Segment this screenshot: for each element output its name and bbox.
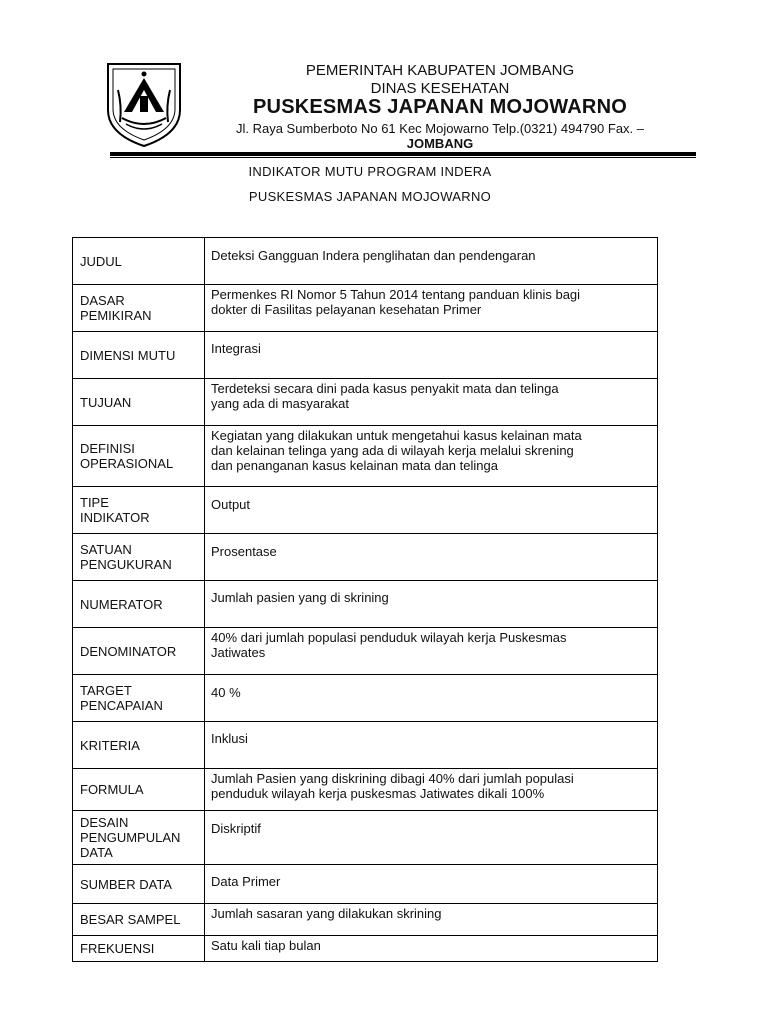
row-label <box>73 675 205 722</box>
row-label-line: TARGET <box>80 683 132 698</box>
table-row <box>73 487 658 534</box>
row-value-line: 40 % <box>211 685 241 700</box>
row-label <box>73 285 205 332</box>
row-label <box>73 811 205 865</box>
row-label <box>73 332 205 379</box>
row-label <box>73 238 205 285</box>
row-label-line: INDIKATOR <box>80 510 150 525</box>
row-value <box>205 904 658 936</box>
row-label-line: PENGUMPULAN <box>80 830 181 845</box>
table-row <box>73 904 658 936</box>
table-row <box>73 936 658 962</box>
row-label-line: NUMERATOR <box>80 596 163 612</box>
row-label <box>73 722 205 769</box>
row-value-line: Jumlah Pasien yang diskrining dibagi 40% dari jumlah populasi <box>211 771 574 786</box>
row-value <box>205 534 658 581</box>
row-value <box>205 769 658 811</box>
document-subtitle: PUSKESMAS JAPANAN MOJOWARNO <box>248 189 492 204</box>
row-value <box>205 487 658 534</box>
row-label-line: PENGUKURAN <box>80 557 172 572</box>
row-value-line: yang ada di masyarakat <box>211 396 350 411</box>
row-label-line: DASAR <box>80 293 125 308</box>
row-value <box>205 238 658 285</box>
table-row <box>73 581 658 628</box>
row-value <box>205 426 658 487</box>
table-row <box>73 628 658 675</box>
row-value-line: dan penanganan kasus kelainan mata dan telinga <box>211 458 498 473</box>
row-label <box>73 936 205 962</box>
table-row <box>73 722 658 769</box>
table-row <box>73 238 658 285</box>
row-value <box>205 332 658 379</box>
row-label-line: FREKUENSI <box>80 941 155 956</box>
row-value <box>205 285 658 332</box>
table-row <box>73 675 658 722</box>
row-value <box>205 628 658 675</box>
table-row <box>73 426 658 487</box>
header-government: PEMERINTAH KABUPATEN JOMBANG <box>305 62 575 79</box>
row-label-line: DENOMINATOR <box>80 643 177 659</box>
row-label-line: PEMIKIRAN <box>80 308 152 323</box>
row-value-line: Kegiatan yang dilakukan untuk mengetahui kasus kelainan mata <box>211 428 582 443</box>
row-label-line: SATUAN <box>80 542 132 557</box>
table-row <box>73 332 658 379</box>
jombang-emblem-logo <box>104 60 184 148</box>
row-label-line: TUJUAN <box>80 394 132 410</box>
row-label-line: KRITERIA <box>80 737 140 753</box>
row-label-line: FORMULA <box>80 782 144 797</box>
row-value-line: Inklusi <box>211 731 248 746</box>
table-row <box>73 865 658 904</box>
row-value-line: 40% dari jumlah populasi penduduk wilayah kerja Puskesmas <box>211 630 567 645</box>
header-address: Jl. Raya Sumberboto No 61 Kec Mojowarno Telp.(0321) 494790 Fax. – <box>235 121 645 136</box>
document-title: INDIKATOR MUTU PROGRAM INDERA <box>248 164 492 179</box>
row-label <box>73 865 205 904</box>
row-label <box>73 581 205 628</box>
header-divider-thick <box>110 152 696 156</box>
row-value-line: Jumlah sasaran yang dilakukan skrining <box>211 906 442 921</box>
row-value <box>205 722 658 769</box>
table-row <box>73 769 658 811</box>
row-value-line: Integrasi <box>211 341 261 356</box>
row-label-line: DEFINISI <box>80 441 135 456</box>
row-label <box>73 379 205 426</box>
row-value-line: Prosentase <box>211 544 277 559</box>
row-value-line: Jatiwates <box>211 645 266 660</box>
table-row <box>73 811 658 865</box>
header-divider-thin <box>110 157 696 158</box>
row-value <box>205 581 658 628</box>
row-label <box>73 904 205 936</box>
row-value <box>205 379 658 426</box>
row-value-line: dan kelainan telinga yang ada di wilayah kerja melalui skrening <box>211 443 574 458</box>
row-value-line: Permenkes RI Nomor 5 Tahun 2014 tentang panduan klinis bagi <box>211 287 581 302</box>
row-label-line: TIPE <box>80 495 109 510</box>
table-row <box>73 285 658 332</box>
row-label <box>73 769 205 811</box>
row-value-line: Diskriptif <box>211 821 261 836</box>
row-label-line: JUDUL <box>80 253 122 269</box>
header-department: DINAS KESEHATAN <box>370 80 510 97</box>
row-value-line: penduduk wilayah kerja puskesmas Jatiwates dikali 100% <box>211 786 545 801</box>
row-value-line: Output <box>211 497 251 512</box>
row-value-line: Terdeteksi secara dini pada kasus penyakit mata dan telinga <box>211 381 559 396</box>
row-label <box>73 628 205 675</box>
row-label-line: OPERASIONAL <box>80 456 174 471</box>
row-label-line: DIMENSI MUTU <box>80 347 176 363</box>
row-value <box>205 811 658 865</box>
row-value-line: dokter di Fasilitas pelayanan kesehatan Primer <box>211 302 482 317</box>
header-city: JOMBANG <box>406 136 474 151</box>
row-value <box>205 936 658 962</box>
row-value-line: Satu kali tiap bulan <box>211 938 321 953</box>
row-value-line: Jumlah pasien yang di skrining <box>211 590 389 605</box>
row-label <box>73 426 205 487</box>
row-value <box>205 865 658 904</box>
header-institution: PUSKESMAS JAPANAN MOJOWARNO <box>253 96 627 118</box>
row-value-line: Data Primer <box>211 874 281 889</box>
table-row <box>73 379 658 426</box>
row-value-line: Deteksi Gangguan Indera penglihatan dan pendengaran <box>211 248 536 263</box>
table-row <box>73 534 658 581</box>
row-label-line: DESAIN <box>80 815 129 830</box>
row-label-line: BESAR SAMPEL <box>80 912 181 927</box>
row-label <box>73 534 205 581</box>
row-label-line: SUMBER DATA <box>80 876 172 892</box>
indicator-table <box>72 237 658 962</box>
row-value <box>205 675 658 722</box>
row-label <box>73 487 205 534</box>
row-label-line: DATA <box>80 845 113 860</box>
row-label-line: PENCAPAIAN <box>80 698 163 713</box>
